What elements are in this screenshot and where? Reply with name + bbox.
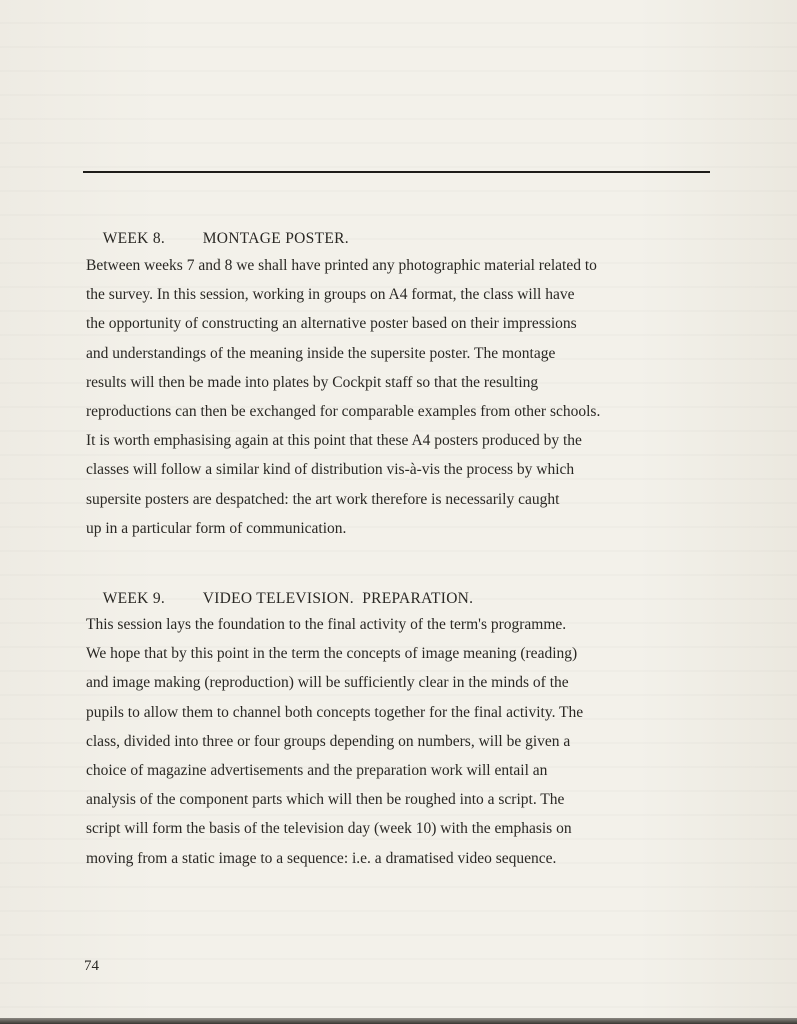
- text-line: the survey. In this session, working in groups on A4 format, the class will have: [86, 286, 575, 304]
- section-body-week-9: [86, 610, 583, 873]
- text-line: classes will follow a similar kind of distribution vis-à-vis the process by which: [86, 461, 575, 479]
- heading-number: WEEK 9.: [102, 590, 166, 607]
- page-number: 74: [84, 958, 99, 974]
- section-body-week-8: [86, 251, 600, 543]
- text-line: supersite posters are despatched: the art work therefore is necessarily caught: [86, 490, 560, 508]
- text-line: results will then be made into plates by Cockpit staff so that the resulting: [86, 373, 539, 391]
- heading-title: MONTAGE POSTER.: [202, 230, 349, 247]
- page-bottom-edge: [0, 1018, 797, 1024]
- text-line: the opportunity of constructing an alternative poster based on their impressions: [86, 315, 577, 333]
- text-line: class, divided into three or four groups depending on numbers, will be given a: [86, 732, 571, 750]
- text-line: choice of magazine advertisements and the preparation work will entail an: [86, 762, 548, 780]
- text-line: It is worth emphasising again at this point that these A4 posters produced by the: [86, 432, 582, 450]
- text-line: This session lays the foundation to the final activity of the term's programme.: [86, 616, 567, 633]
- text-line: up in a particular form of communication.: [86, 519, 347, 537]
- heading-number: WEEK 8.: [102, 230, 166, 247]
- text-line: pupils to allow them to channel both concepts together for the final activity. The: [86, 703, 584, 721]
- text-line: and image making (reproduction) will be sufficiently clear in the minds of the: [86, 674, 569, 692]
- header-rule: [83, 171, 710, 173]
- text-line: analysis of the component parts which will then be roughed into a script. The: [86, 791, 565, 809]
- text-line: Between weeks 7 and 8 we shall have printed any photographic material related to: [86, 257, 597, 274]
- text-line: We hope that by this point in the term the concepts of image meaning (reading): [86, 645, 578, 663]
- text-line: reproductions can then be exchanged for comparable examples from other schools.: [86, 403, 601, 421]
- text-line: script will form the basis of the television day (week 10) with the emphasis on: [86, 820, 572, 838]
- text-line: moving from a static image to a sequence: i.e. a dramatised video sequence.: [86, 849, 557, 867]
- heading-title: VIDEO TELEVISION. PREPARATION.: [202, 590, 474, 607]
- text-line: and understandings of the meaning inside the supersite poster. The montage: [86, 344, 556, 362]
